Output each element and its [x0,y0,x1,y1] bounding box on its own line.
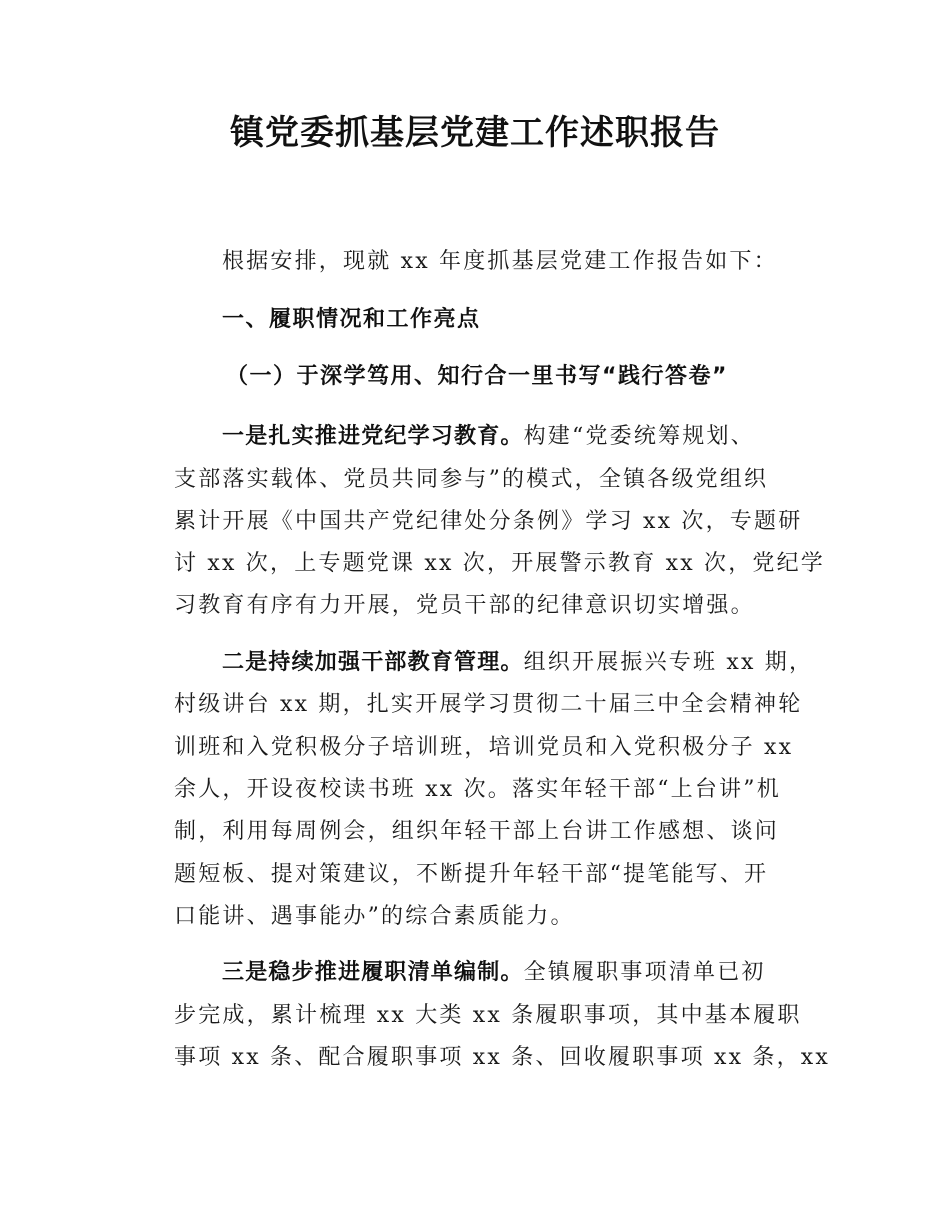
subsection-heading-1: （一）于深学笃用、知行合一里书写“践行答卷” [226,364,728,389]
paragraph-1-line: 支部落实载体、党员共同参与”的模式，全镇各级党组织 [174,467,769,492]
document-title: 镇党委抓基层党建工作述职报告 [230,113,720,153]
paragraph-2-line: 村级讲台 xx 期，扎实开展学习贯彻二十届三中全会精神轮 [174,692,803,717]
paragraph-1-line: 累计开展《中国共产党纪律处分条例》学习 xx 次，专题研 [174,509,803,534]
paragraph-2-line: 训班和入党积极分子培训班，培训党员和入党积极分子 xx [174,735,794,760]
section-heading-1: 一、履职情况和工作亮点 [222,307,481,332]
paragraph-2-line: 口能讲、遇事能办”的综合素质能力。 [174,904,575,929]
paragraph-3-line: 事项 xx 条、配合履职事项 xx 条、回收履职事项 xx 条，xx [174,1045,831,1070]
paragraph-1-lead: 一是扎实推进党纪学习教育。 [222,424,524,449]
paragraph-2-line: 余人，开设夜校读书班 xx 次。落实年轻干部“上台讲”机 [174,777,781,802]
paragraph-1-text: 构建“党委统筹规划、 [523,424,755,449]
paragraph-3-lead: 三是稳步推进履职清单编制。 [222,960,524,985]
paragraph-1-line: 习教育有序有力开展，党员干部的纪律意识切实增强。 [174,593,755,618]
paragraph-3-first-line [222,958,822,988]
paragraph-2-line: 题短板、提对策建议，不断提升年轻干部“提笔能写、开 [174,862,769,887]
paragraph-2-line: 制，利用每周例会，组织年轻干部上台讲工作感想、谈问 [174,819,780,844]
intro-paragraph: 根据安排，现就 xx 年度抓基层党建工作报告如下： [222,249,778,274]
paragraph-3-line: 步完成，累计梳理 xx 大类 xx 条履职事项，其中基本履职 [174,1003,802,1028]
paragraph-1-first-line [222,422,822,452]
paragraph-2-text: 组织开展振兴专班 xx 期， [523,650,814,675]
paragraph-3-text: 全镇履职事项清单已初 [523,960,766,985]
paragraph-2-lead: 二是持续加强干部教育管理。 [222,650,524,675]
paragraph-2-first-line [222,648,822,678]
paragraph-1-line: 讨 xx 次，上专题党课 xx 次，开展警示教育 xx 次，党纪学 [174,551,826,576]
